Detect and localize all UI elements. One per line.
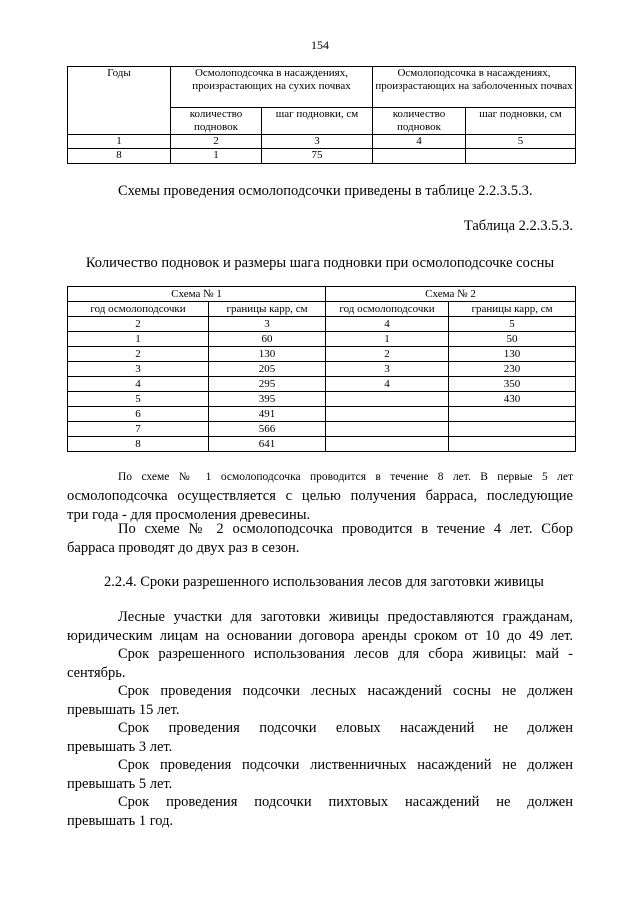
header-scheme-1: Схема № 1 (68, 287, 326, 302)
table-cell (326, 407, 449, 422)
column-number: 5 (449, 317, 576, 332)
tapping-schemes-table (67, 286, 576, 452)
table-cell: 130 (209, 347, 326, 362)
column-number: 3 (209, 317, 326, 332)
table-row (68, 347, 576, 362)
text-line: Срок проведения подсочки пихтовых насаждений не должен (118, 794, 573, 810)
header-step: шаг подновки, см (262, 108, 373, 135)
header-count: количество подновок (171, 108, 262, 135)
table-cell: 8 (68, 437, 209, 452)
table-cell: 230 (449, 362, 576, 377)
table-cell: 8 (68, 149, 171, 164)
text-line: осмолоподсочка осуществляется с целью получения барраса, последующие (67, 488, 573, 504)
paragraph-pine (67, 682, 573, 720)
header-border: границы карр, см (209, 302, 326, 317)
table-row (68, 407, 576, 422)
table-cell (373, 149, 466, 164)
table-cell (326, 392, 449, 407)
text-line: юридическим лицам на основании договора аренды сроком от 10 до 49 лет. (67, 628, 573, 644)
table-row (68, 362, 576, 377)
paragraph-period (67, 645, 573, 683)
table-cell: 295 (209, 377, 326, 392)
text-line: превышать 5 лет. (67, 776, 173, 792)
table-label: Таблица 2.2.3.5.3. (463, 218, 573, 234)
table-row (68, 437, 576, 452)
header-scheme-2: Схема № 2 (326, 287, 576, 302)
column-number: 3 (262, 135, 373, 149)
text-line: Срок разрешенного использования лесов для сбора живицы: май - (118, 646, 573, 662)
table-cell: 6 (68, 407, 209, 422)
column-number: 2 (171, 135, 262, 149)
text-line: превышать 1 год. (67, 813, 174, 829)
header-wet-soils: Осмолоподсочка в насаждениях, произрастающих на заболоченных почвах (373, 67, 576, 108)
text-line: По схеме № 1 осмолоподсочка проводится в течение 8 лет. В первые 5 лет (118, 471, 573, 483)
table-cell (326, 422, 449, 437)
table-cell: 350 (449, 377, 576, 392)
table-cell: 1 (68, 332, 209, 347)
table-cell: 491 (209, 407, 326, 422)
table-cell: 205 (209, 362, 326, 377)
table-cell: 75 (262, 149, 373, 164)
table-row (68, 332, 576, 347)
table-cell: 430 (449, 392, 576, 407)
header-year: год осмолоподсочки (68, 302, 209, 317)
header-year: год осмолоподсочки (326, 302, 449, 317)
table-cell: 7 (68, 422, 209, 437)
table-cell (449, 407, 576, 422)
text-line: По схеме № 2 осмолоподсочка проводится в течение 4 лет. Сбор (118, 521, 573, 537)
table-cell: 60 (209, 332, 326, 347)
table-cell: 4 (68, 377, 209, 392)
text-line: превышать 3 лет. (67, 739, 173, 755)
table-cell (449, 437, 576, 452)
table-cell: 4 (326, 377, 449, 392)
table-cell: 2 (326, 347, 449, 362)
table-cell: 3 (326, 362, 449, 377)
paragraph-fir (67, 793, 573, 831)
table-cell: 2 (68, 347, 209, 362)
column-number: 1 (68, 135, 171, 149)
table-row (68, 377, 576, 392)
text-line: три года - для просмоления древесины. (67, 507, 311, 523)
paragraph-scheme-1 (67, 468, 573, 525)
paragraph-spruce (67, 719, 573, 757)
column-number: 4 (326, 317, 449, 332)
column-number: 2 (68, 317, 209, 332)
table-cell: 50 (449, 332, 576, 347)
column-number: 5 (466, 135, 576, 149)
paragraph-lease (67, 608, 573, 646)
tapping-steps-table (67, 66, 576, 164)
table-title: Количество подновок и размеры шага подновки при осмолоподсочке сосны (85, 255, 555, 271)
header-dry-soils: Осмолоподсочка в насаждениях, произрастающих на сухих почвах (171, 67, 373, 108)
text-line: барраса проводят до двух раз в сезон. (67, 540, 300, 556)
table-cell: 3 (68, 362, 209, 377)
column-number: 4 (373, 135, 466, 149)
table-cell (449, 422, 576, 437)
header-count: количество подновок (373, 108, 466, 135)
text-line: сентябрь. (67, 665, 126, 681)
table-cell: 1 (171, 149, 262, 164)
text-line: Срок проведения подсочки лесных насаждений сосны не должен (118, 683, 573, 699)
table-cell: 566 (209, 422, 326, 437)
table-cell (466, 149, 576, 164)
header-step: шаг подновки, см (466, 108, 576, 135)
text-line: Срок проведения подсочки еловых насаждений не должен (118, 720, 573, 736)
table-cell: 5 (68, 392, 209, 407)
schemes-sentence: Схемы проведения осмолоподсочки приведены в таблице 2.2.3.5.3. (118, 183, 533, 199)
table-cell: 1 (326, 332, 449, 347)
section-heading: 2.2.4. Сроки разрешенного использования лесов для заготовки живицы (104, 574, 544, 590)
paragraph-scheme-2 (67, 520, 573, 558)
page-number: 154 (311, 38, 329, 52)
header-border: границы карр, см (449, 302, 576, 317)
table-cell: 395 (209, 392, 326, 407)
table-cell (326, 437, 449, 452)
table-cell: 641 (209, 437, 326, 452)
text-line: превышать 15 лет. (67, 702, 180, 718)
table-row (68, 392, 576, 407)
paragraph-larch (67, 756, 573, 794)
header-years: Годы (68, 67, 171, 135)
text-line: Срок проведения подсочки лиственничных насаждений не должен (118, 757, 573, 773)
table-row (68, 422, 576, 437)
table-cell: 130 (449, 347, 576, 362)
text-line: Лесные участки для заготовки живицы предоставляются гражданам, (118, 609, 573, 625)
